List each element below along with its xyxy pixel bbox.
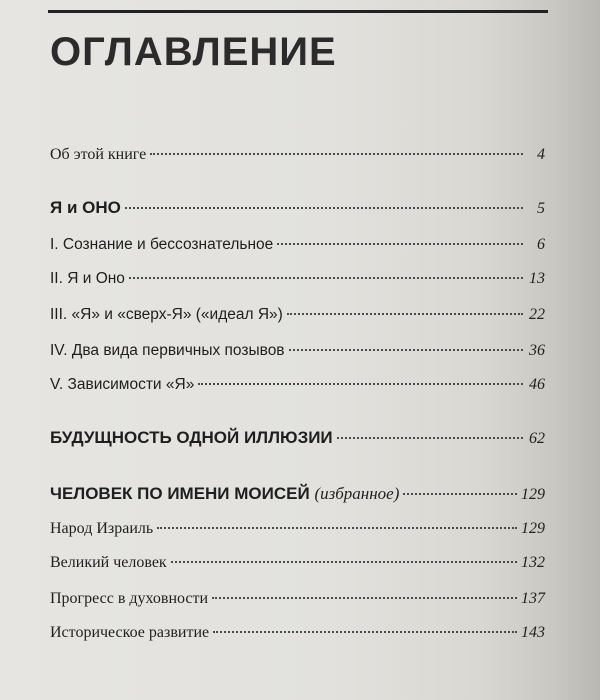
toc-entry-title: Великий человек <box>50 554 167 571</box>
dot-leader <box>171 561 517 563</box>
toc-entry <box>50 428 545 448</box>
dot-leader <box>287 313 523 315</box>
toc-entry-page: 129 <box>521 520 545 537</box>
toc-entry-title: БУДУЩНОСТЬ ОДНОЙ ИЛЛЮЗИИ <box>50 428 333 447</box>
toc-entry <box>50 376 545 394</box>
dot-leader <box>277 243 523 245</box>
toc-entry-title-wrap <box>50 484 399 504</box>
toc-entry <box>50 624 545 642</box>
toc-entry-page: 143 <box>521 624 545 641</box>
dot-leader <box>198 383 523 385</box>
toc-entry-page: 4 <box>537 146 545 163</box>
toc-entry <box>50 146 545 164</box>
dot-leader <box>403 493 517 495</box>
dot-leader <box>337 437 523 439</box>
toc-entry-title: I. Сознание и бессознательное <box>50 236 274 253</box>
dot-leader <box>150 153 523 155</box>
dot-leader <box>212 597 517 599</box>
toc-entry-title: III. «Я» и «сверх-Я» («идеал Я») <box>50 306 283 323</box>
toc-entry-title: II. Я и Оно <box>50 270 125 287</box>
toc-entry <box>50 520 545 538</box>
toc-entry <box>50 554 545 572</box>
toc-entry-title-suffix: (избранное) <box>314 484 400 503</box>
toc-entry <box>50 306 545 324</box>
toc-entry-title: IV. Два вида первичных позывов <box>50 342 285 359</box>
toc-entry-title: ЧЕЛОВЕК ПО ИМЕНИ МОИСЕЙ <box>50 484 310 503</box>
toc-entry <box>50 342 545 360</box>
toc-entry <box>50 236 545 254</box>
toc-entry-title: Я и ОНО <box>50 198 121 217</box>
toc-entry-page: 36 <box>529 342 545 359</box>
toc-entry <box>50 198 545 218</box>
dot-leader <box>129 277 523 279</box>
toc-entry <box>50 270 545 288</box>
toc-entry-title: Прогресс в духовности <box>50 590 209 607</box>
toc-entry-page: 46 <box>529 376 545 393</box>
toc-entry <box>50 590 545 608</box>
toc-entry-page: 13 <box>529 270 545 287</box>
top-rule <box>48 10 548 13</box>
toc-entry-page: 137 <box>521 590 545 607</box>
toc-entry-page: 62 <box>529 430 545 447</box>
toc-entry-page: 129 <box>521 486 545 503</box>
toc-entry-title: Историческое развитие <box>50 624 210 641</box>
toc-entry <box>50 484 545 504</box>
toc-entry-page: 5 <box>537 200 545 217</box>
toc-entry-title: Об этой книге <box>50 146 147 163</box>
dot-leader <box>213 631 517 633</box>
toc-entry-title: Народ Израиль <box>50 520 154 537</box>
toc-entry-title: V. Зависимости «Я» <box>50 376 195 393</box>
page-title: ОГЛАВЛЕНИЕ <box>50 30 337 74</box>
toc-entry-page: 22 <box>529 306 545 323</box>
dot-leader <box>289 349 523 351</box>
dot-leader <box>157 527 517 529</box>
dot-leader <box>125 207 523 209</box>
toc-entry-page: 132 <box>521 554 545 571</box>
toc-entry-page: 6 <box>537 236 545 253</box>
